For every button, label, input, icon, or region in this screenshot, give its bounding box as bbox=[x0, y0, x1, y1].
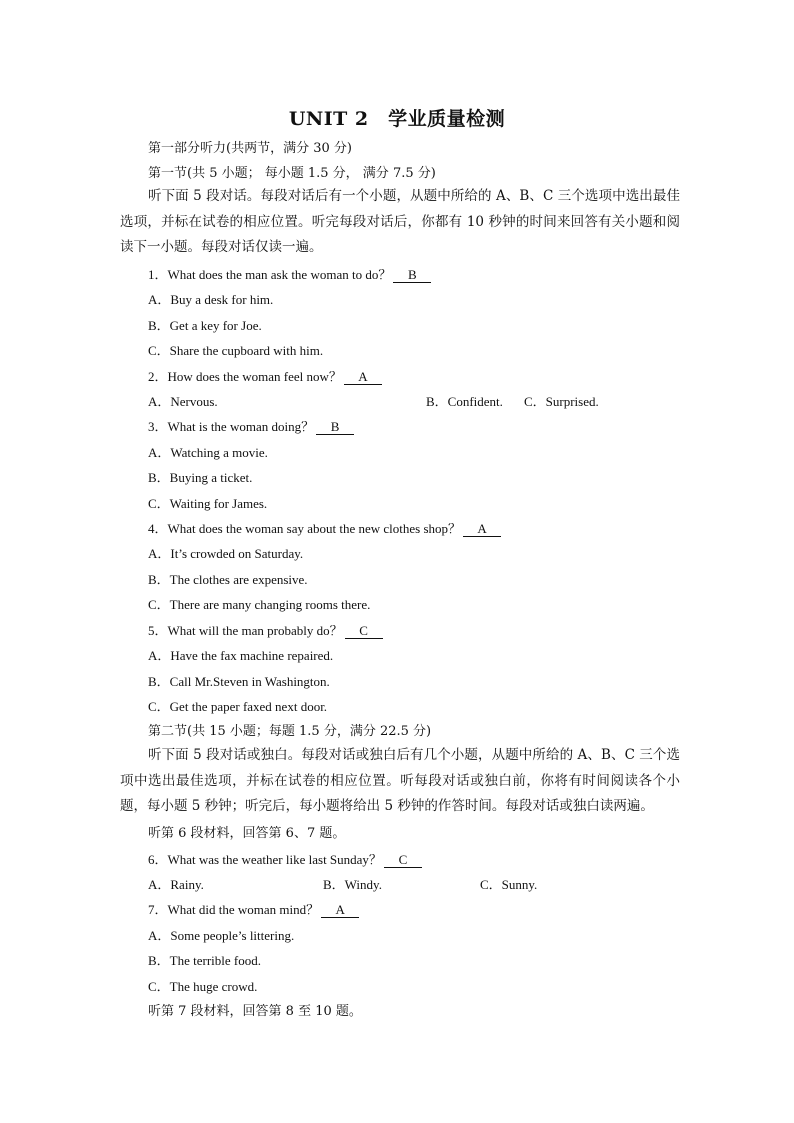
question-stem: 2．How does the woman feel now？ bbox=[148, 369, 342, 384]
option-b: B．Confident. bbox=[426, 394, 503, 409]
question-1 bbox=[148, 266, 431, 284]
answer-blank: A bbox=[344, 369, 382, 385]
option-b: B．Get a key for Joe. bbox=[148, 318, 262, 333]
question-stem: 4．What does the woman say about the new clothes shop？ bbox=[148, 521, 462, 536]
option-c: C．The huge crowd. bbox=[148, 979, 258, 994]
option-a: A．Watching a movie. bbox=[148, 445, 268, 460]
option-c: C．Share the cupboard with him. bbox=[148, 343, 324, 358]
option-c: C．Get the paper faxed next door. bbox=[148, 699, 328, 714]
answer-blank: A bbox=[321, 902, 359, 918]
question-3 bbox=[148, 418, 354, 436]
material-7-instruction: 听第 7 段材料，回答第 8 至 10 题。 bbox=[148, 1004, 362, 1019]
option-c: C．Surprised. bbox=[524, 394, 599, 409]
option-b: B．Buying a ticket. bbox=[148, 470, 253, 485]
option-c: C．There are many changing rooms there. bbox=[148, 597, 371, 612]
option-a: A．Buy a desk for him. bbox=[148, 292, 274, 307]
material-6-instruction: 听第 6 段材料，回答第 6、7 题。 bbox=[148, 826, 346, 841]
answer-blank: A bbox=[463, 521, 501, 537]
section2-header: 第二节(共 15 小题；每题 1.5 分，满分 22.5 分) bbox=[148, 724, 432, 739]
question-5 bbox=[148, 622, 383, 640]
question-7 bbox=[148, 901, 359, 919]
question-stem: 3．What is the woman doing？ bbox=[148, 419, 315, 434]
part1-header: 第一部分听力(共两节，满分 30 分) bbox=[148, 141, 352, 156]
page-title: UNIT 2 学业质量检测 bbox=[288, 108, 506, 130]
answer-blank: C bbox=[345, 623, 383, 639]
question-stem: 1．What does the man ask the woman to do？ bbox=[148, 267, 392, 282]
option-c: C．Sunny. bbox=[480, 877, 538, 892]
question-4 bbox=[148, 520, 501, 538]
section1-instructions: 听下面 5 段对话。每段对话后有一个小题，从题中所给的 A、B、C 三个选项中选出最佳选项，并标在试卷的相应位置。听完每段对话后，你都有 10 秒钟的时间来回答有关小题和阅读下一小题。每段对话仅读一遍。 bbox=[120, 188, 680, 255]
option-a: A．Nervous. bbox=[148, 394, 218, 409]
option-b: B．Call Mr.Steven in Washington. bbox=[148, 674, 330, 689]
answer-blank: B bbox=[393, 267, 431, 283]
answer-blank: B bbox=[316, 419, 354, 435]
question-stem: 6．What was the weather like last Sunday？ bbox=[148, 852, 382, 867]
answer-blank: C bbox=[384, 852, 422, 868]
question-stem: 7．What did the woman mind？ bbox=[148, 902, 320, 917]
section2-instructions: 听下面 5 段对话或独白。每段对话或独白后有几个小题，从题中所给的 A、B、C 三个选项中选出最佳选项，并标在试卷的相应位置。听每段对话或独白前，你将有时间阅读各个小题，每小题 5 秒钟；听完后，每小题将给出 5 秒钟的作答时间。每段对话或独白读两遍。 bbox=[120, 747, 680, 814]
option-b: B．Windy. bbox=[323, 877, 382, 892]
option-a: A．It’s crowded on Saturday. bbox=[148, 546, 304, 561]
question-stem: 5．What will the man probably do？ bbox=[148, 623, 343, 638]
question-6 bbox=[148, 851, 422, 869]
option-a: A．Rainy. bbox=[148, 877, 204, 892]
option-a: A．Have the fax machine repaired. bbox=[148, 648, 334, 663]
option-b: B．The terrible food. bbox=[148, 953, 261, 968]
question-2 bbox=[148, 368, 382, 386]
section1-header: 第一节(共 5 小题； 每小题 1.5 分， 满分 7.5 分) bbox=[148, 166, 436, 181]
option-b: B．The clothes are expensive. bbox=[148, 572, 308, 587]
option-c: C．Waiting for James. bbox=[148, 496, 268, 511]
option-a: A．Some people’s littering. bbox=[148, 928, 295, 943]
